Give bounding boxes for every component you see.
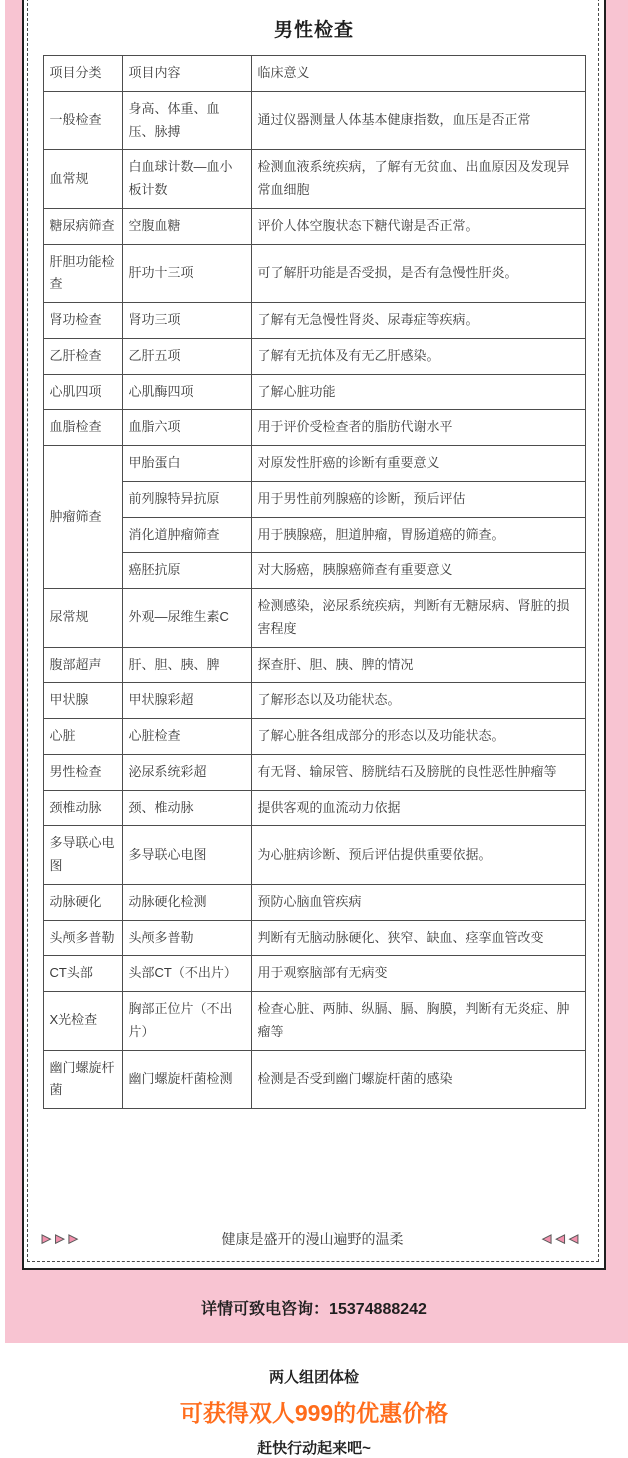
header-content: 项目内容 — [122, 56, 251, 92]
table-row — [43, 790, 585, 826]
meaning-cell: 了解心脏功能 — [251, 374, 585, 410]
triangle-left-icons: ◀◀◀ — [542, 1232, 583, 1245]
content-cell: 泌尿系统彩超 — [122, 754, 251, 790]
category-cell: 血脂检查 — [43, 410, 122, 446]
content-cell: 血脂六项 — [122, 410, 251, 446]
table-row — [43, 517, 585, 553]
category-cell: 肾功检查 — [43, 303, 122, 339]
table-row — [43, 446, 585, 482]
promo-action-text: 赶快行动起来吧~ — [257, 1440, 371, 1457]
meaning-cell: 检测血液系统疾病，了解有无贫血、出血原因及发现异常血细胞 — [251, 150, 585, 209]
table-row — [43, 374, 585, 410]
category-cell: 多导联心电图 — [43, 826, 122, 885]
category-cell: 肝胆功能检查 — [43, 244, 122, 303]
meaning-cell: 探查肝、胆、胰、脾的情况 — [251, 647, 585, 683]
content-cell: 肝功十三项 — [122, 244, 251, 303]
table-row — [43, 719, 585, 755]
table-row — [43, 826, 585, 885]
promo-price-text: 可获得双人999的优惠价格 — [179, 1400, 449, 1426]
category-cell: X光检查 — [43, 992, 122, 1051]
meaning-cell: 可了解肝功能是否受损，是否有急慢性肝炎。 — [251, 244, 585, 303]
content-cell: 头颅多普勒 — [122, 920, 251, 956]
category-cell: 头颅多普勒 — [43, 920, 122, 956]
table-row — [43, 992, 585, 1051]
category-cell: 颈椎动脉 — [43, 790, 122, 826]
table-row — [43, 754, 585, 790]
meaning-cell: 有无肾、输尿管、膀胱结石及膀胱的良性恶性肿瘤等 — [251, 754, 585, 790]
table-header-row — [43, 56, 585, 92]
table-row — [43, 589, 585, 648]
meaning-cell: 提供客观的血流动力依据 — [251, 790, 585, 826]
header-meaning: 临床意义 — [251, 56, 585, 92]
table-row — [43, 1050, 585, 1109]
content-cell: 白血球计数—血小板计数 — [122, 150, 251, 209]
category-cell: 男性检查 — [43, 754, 122, 790]
content-cell: 肝、胆、胰、脾 — [122, 647, 251, 683]
meaning-cell: 检查心脏、两肺、纵膈、膈、胸膜，判断有无炎症、肿瘤等 — [251, 992, 585, 1051]
category-cell: 心肌四项 — [43, 374, 122, 410]
exam-table — [43, 55, 586, 1109]
meaning-cell: 了解有无急慢性肾炎、尿毒症等疾病。 — [251, 303, 585, 339]
meaning-cell: 为心脏病诊断、预后评估提供重要依据。 — [251, 826, 585, 885]
meaning-cell: 评价人体空腹状态下糖代谢是否正常。 — [251, 208, 585, 244]
content-cell: 幽门螺旋杆菌检测 — [122, 1050, 251, 1109]
content-cell: 身高、体重、血压、脉搏 — [122, 91, 251, 150]
content-cell: 多导联心电图 — [122, 826, 251, 885]
table-row — [43, 481, 585, 517]
category-cell: 乙肝检查 — [43, 338, 122, 374]
content-cell: 心脏检查 — [122, 719, 251, 755]
table-row — [43, 91, 585, 150]
category-cell: 腹部超声 — [43, 647, 122, 683]
category-cell: 糖尿病筛查 — [43, 208, 122, 244]
table-row — [43, 410, 585, 446]
meaning-cell: 对大肠癌，胰腺癌筛查有重要意义 — [251, 553, 585, 589]
table-row — [43, 920, 585, 956]
content-cell: 癌胚抗原 — [122, 553, 251, 589]
content-cell: 前列腺特异抗原 — [122, 481, 251, 517]
meaning-cell: 了解形态以及功能状态。 — [251, 683, 585, 719]
content-cell: 心肌酶四项 — [122, 374, 251, 410]
table-row — [43, 956, 585, 992]
table-row — [43, 553, 585, 589]
table-row — [43, 244, 585, 303]
content-cell: 甲胎蛋白 — [122, 446, 251, 482]
category-cell: CT头部 — [43, 956, 122, 992]
content-cell: 肾功三项 — [122, 303, 251, 339]
meaning-cell: 用于评价受检查者的脂肪代谢水平 — [251, 410, 585, 446]
content-cell: 空腹血糖 — [122, 208, 251, 244]
category-cell: 心脏 — [43, 719, 122, 755]
table-row — [43, 647, 585, 683]
content-cell: 头部CT（不出片） — [122, 956, 251, 992]
promo-group-text: 两人组团体检 — [268, 1369, 359, 1386]
meaning-cell: 判断有无脑动脉硬化、狭窄、缺血、痉挛血管改变 — [251, 920, 585, 956]
phone-consult-line: 详情可致电咨询：15374888242 — [201, 1301, 427, 1318]
content-cell: 动脉硬化检测 — [122, 884, 251, 920]
meaning-cell: 检测感染，泌尿系统疾病，判断有无糖尿病、肾脏的损害程度 — [251, 589, 585, 648]
page-title: 男性检查 — [273, 20, 354, 41]
table-row — [43, 884, 585, 920]
triangle-right-icons: ▶▶▶ — [42, 1232, 83, 1245]
content-cell: 颈、椎动脉 — [122, 790, 251, 826]
table-row — [43, 150, 585, 209]
meaning-cell: 通过仪器测量人体基本健康指数，血压是否正常 — [251, 91, 585, 150]
content-cell: 外观—尿维生素C — [122, 589, 251, 648]
content-cell: 胸部正位片（不出片） — [122, 992, 251, 1051]
meaning-cell: 预防心脑血管疾病 — [251, 884, 585, 920]
category-cell: 幽门螺旋杆菌 — [43, 1050, 122, 1109]
table-row — [43, 338, 585, 374]
category-cell: 动脉硬化 — [43, 884, 122, 920]
meaning-cell: 了解心脏各组成部分的形态以及功能状态。 — [251, 719, 585, 755]
meaning-cell: 了解有无抗体及有无乙肝感染。 — [251, 338, 585, 374]
category-cell: 一般检查 — [43, 91, 122, 150]
category-cell: 肿瘤筛查 — [43, 446, 122, 589]
category-cell: 甲状腺 — [43, 683, 122, 719]
meaning-cell: 用于男性前列腺癌的诊断，预后评估 — [251, 481, 585, 517]
content-cell: 甲状腺彩超 — [122, 683, 251, 719]
meaning-cell: 用于观察脑部有无病变 — [251, 956, 585, 992]
exam-card — [22, 0, 606, 1270]
header-category: 项目分类 — [43, 56, 122, 92]
meaning-cell: 用于胰腺癌，胆道肿瘤，胃肠道癌的筛查。 — [251, 517, 585, 553]
category-cell: 血常规 — [43, 150, 122, 209]
tagline-text: 健康是盛开的漫山遍野的温柔 — [221, 1231, 404, 1247]
content-cell: 乙肝五项 — [122, 338, 251, 374]
table-row — [43, 303, 585, 339]
meaning-cell: 检测是否受到幽门螺旋杆菌的感染 — [251, 1050, 585, 1109]
table-row — [43, 208, 585, 244]
category-cell: 尿常规 — [43, 589, 122, 648]
tagline-row — [24, 1229, 604, 1249]
content-cell: 消化道肿瘤筛查 — [122, 517, 251, 553]
table-row — [43, 683, 585, 719]
promo-section — [0, 1343, 628, 1455]
meaning-cell: 对原发性肝癌的诊断有重要意义 — [251, 446, 585, 482]
